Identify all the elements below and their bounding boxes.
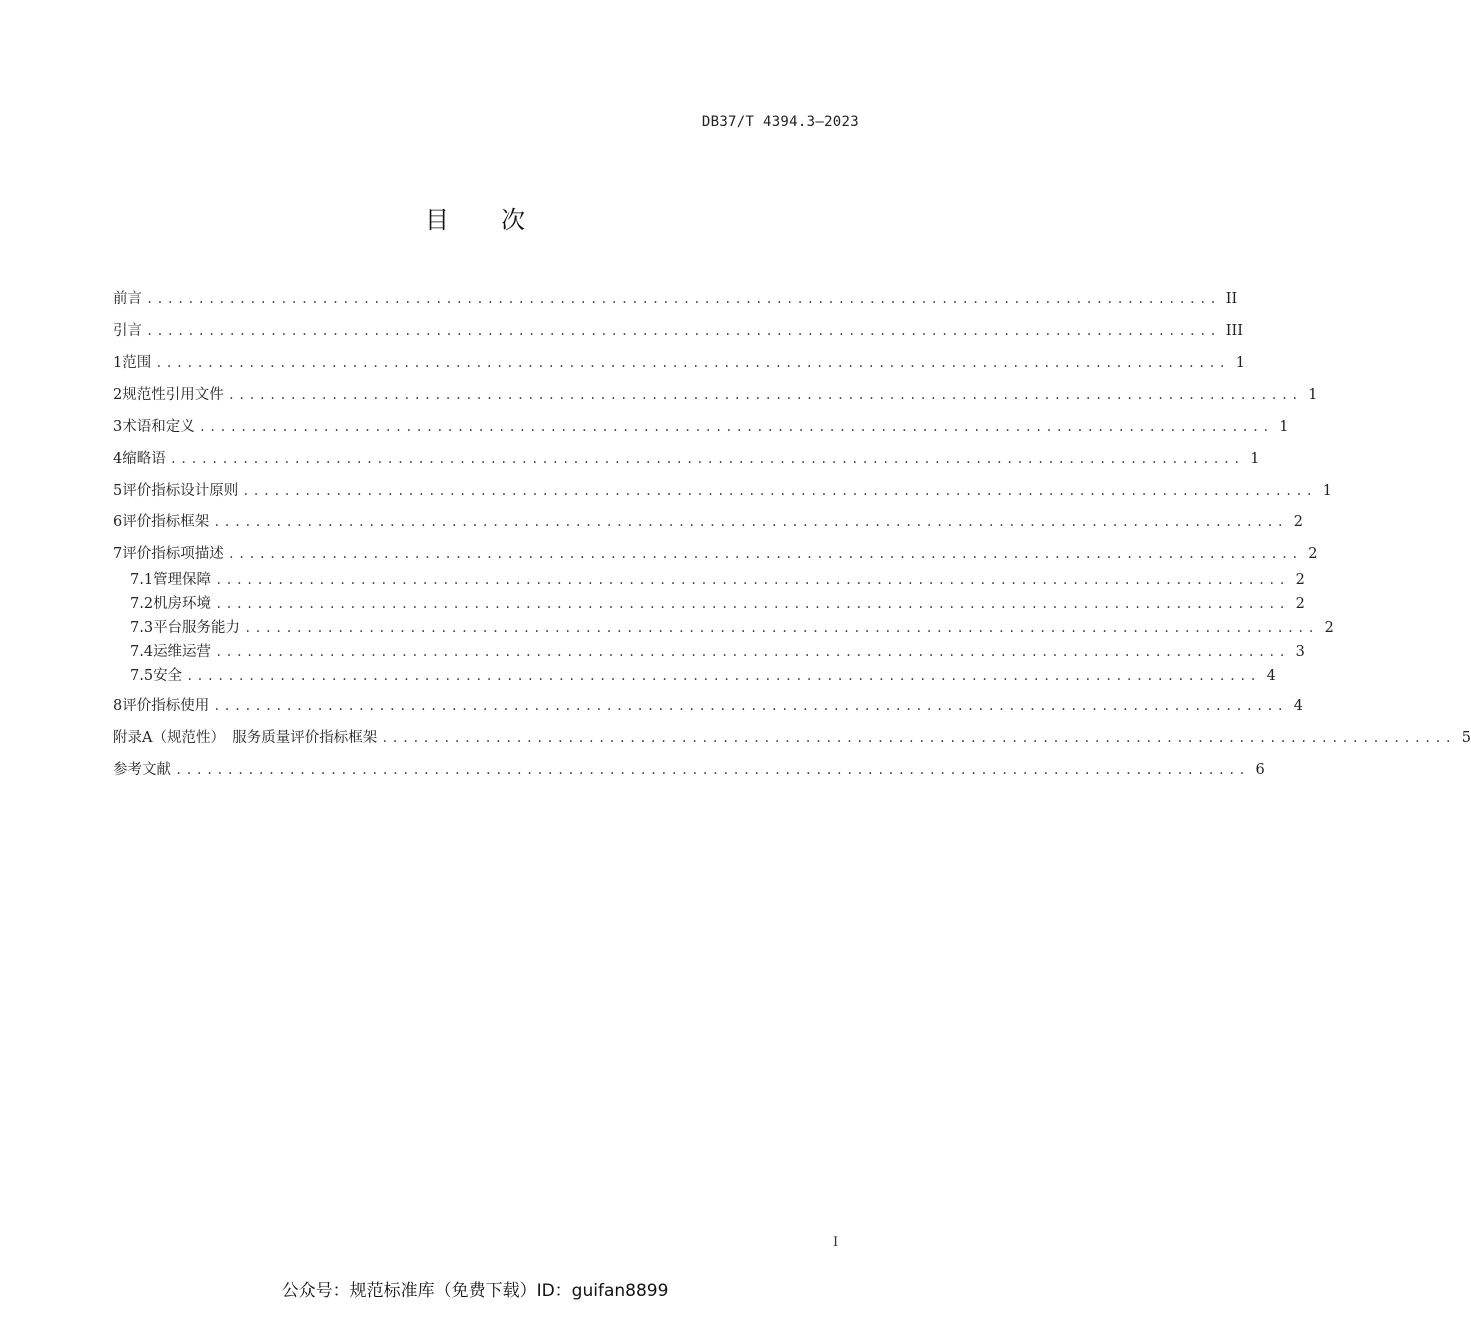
toc-entry-page: 2 <box>1295 596 1305 612</box>
toc-dot-leader: ........................................................................................................ <box>244 621 1318 635</box>
toc-entry-4[interactable] <box>113 448 1260 470</box>
toc-entry-number: 2 <box>113 387 123 403</box>
toc-entry-number: 7.1 <box>130 572 154 588</box>
toc-dot-leader: ........................................................................................................ <box>227 388 1302 402</box>
toc-entry-page: 2 <box>1308 546 1318 562</box>
toc-entry-label: 规范性引用文件 <box>122 387 224 403</box>
toc-dot-leader: ........................................................................................................ <box>215 573 1289 587</box>
toc-dot-leader: ........................................................................................................ <box>155 356 1229 370</box>
toc-entry-page: 1 <box>1235 355 1245 371</box>
toc-entry-number: 8 <box>113 698 123 714</box>
toc-entry-page: 6 <box>1255 762 1265 778</box>
toc-entry-number: 7.5 <box>130 668 154 684</box>
toc-entry-page: III <box>1225 323 1243 339</box>
toc-dot-leader: ........................................................................................................ <box>169 452 1244 466</box>
toc-entry-number: 5 <box>113 483 123 499</box>
toc-entry-7-5[interactable] <box>130 665 1276 687</box>
toc-entry-label: 范围 <box>122 355 152 371</box>
toc-entry-label: 安全 <box>153 668 183 684</box>
toc-entry-page: 2 <box>1295 572 1305 588</box>
toc-entry-number: 7 <box>113 546 123 562</box>
toc-entry-label: 参考文献 <box>113 762 171 778</box>
toc-entry-label: 评价指标框架 <box>122 514 210 530</box>
toc-entry-appendix-a[interactable] <box>113 727 1471 749</box>
toc-entry-6[interactable] <box>113 511 1303 533</box>
toc-dot-leader: ........................................................................................................ <box>227 547 1302 561</box>
toc-entry-label: 管理保障 <box>153 572 212 588</box>
toc-entry-2[interactable] <box>113 384 1318 406</box>
toc-entry-7-4[interactable] <box>130 641 1305 663</box>
toc-entry-number: 1 <box>113 355 123 371</box>
toc-dot-leader: ........................................................................................................ <box>146 292 1220 306</box>
toc-entry-number: 6 <box>113 514 123 530</box>
toc-dot-leader: ........................................................................................................ <box>146 324 1220 338</box>
toc-entry-page: 2 <box>1293 514 1303 530</box>
toc-entry-number: 4 <box>113 451 123 467</box>
toc-entry-label: 术语和定义 <box>122 419 195 435</box>
toc-entry-page: 5 <box>1461 730 1471 746</box>
toc-entry-label: 机房环境 <box>153 596 212 612</box>
toc-entry-label: 评价指标设计原则 <box>122 483 239 499</box>
toc-entry-page: 3 <box>1295 644 1305 660</box>
toc-entry-label: 缩略语 <box>122 451 166 467</box>
toc-entry-number: 3 <box>113 419 123 435</box>
toc-entry-page: 2 <box>1324 620 1334 636</box>
toc-entry-3[interactable] <box>113 416 1289 438</box>
toc-dot-leader: ........................................................................................................ <box>215 597 1289 611</box>
toc-entry-8[interactable] <box>113 695 1303 717</box>
toc-dot-leader: ........................................................................................................ <box>198 420 1273 434</box>
toc-entry-page: II <box>1225 291 1238 307</box>
toc-entry-bibliography[interactable] <box>113 759 1265 781</box>
toc-dot-leader: ........................................................................................................ <box>175 763 1249 777</box>
page-number: I <box>833 1235 839 1250</box>
toc-entry-page: 4 <box>1293 698 1303 714</box>
toc-entry-5[interactable] <box>113 480 1332 502</box>
toc-entry-label: 评价指标使用 <box>122 698 210 714</box>
toc-entry-number: 7.3 <box>130 620 154 636</box>
toc-entry-7-3[interactable] <box>130 617 1334 639</box>
toc-entry-7[interactable] <box>113 543 1318 565</box>
toc-entry-label: 平台服务能力 <box>153 620 241 636</box>
toc-entry-label: 评价指标项描述 <box>122 546 224 562</box>
toc-entry-label: 前言 <box>113 291 142 307</box>
toc-entry-7-1[interactable] <box>130 569 1305 591</box>
toc-entry-page: 1 <box>1279 419 1289 435</box>
toc-entry-label: 运维运营 <box>153 644 212 660</box>
toc-entry-1[interactable] <box>113 352 1245 374</box>
toc-entry-foreword[interactable] <box>113 288 1238 310</box>
toc-dot-leader: ........................................................................................................ <box>215 645 1289 659</box>
toc-title: 目次 <box>425 206 577 234</box>
toc-entry-number: 7.2 <box>130 596 154 612</box>
toc-entry-page: 1 <box>1322 483 1332 499</box>
toc-entry-page: 4 <box>1266 668 1276 684</box>
toc-dot-leader: ........................................................................................................ <box>242 484 1316 498</box>
toc-entry-page: 1 <box>1250 451 1260 467</box>
toc-entry-label: 引言 <box>113 323 142 339</box>
toc-entry-label: 附录A（规范性） 服务质量评价指标框架 <box>113 730 378 746</box>
toc-dot-leader: ........................................................................................................ <box>213 515 1287 529</box>
toc-dot-leader: ........................................................................................................ <box>213 699 1287 713</box>
toc-dot-leader: ........................................................................................................ <box>186 669 1260 683</box>
toc-entry-page: 1 <box>1308 387 1318 403</box>
toc-entry-introduction[interactable] <box>113 320 1243 342</box>
toc-entry-number: 7.4 <box>130 644 154 660</box>
watermark-text: 公众号：规范标准库（免费下载）ID：guifan8899 <box>281 1281 669 1301</box>
document-code: DB37/T 4394.3—2023 <box>701 114 859 130</box>
toc-dot-leader: ........................................................................................................ <box>381 731 1455 745</box>
toc-entry-7-2[interactable] <box>130 593 1305 615</box>
